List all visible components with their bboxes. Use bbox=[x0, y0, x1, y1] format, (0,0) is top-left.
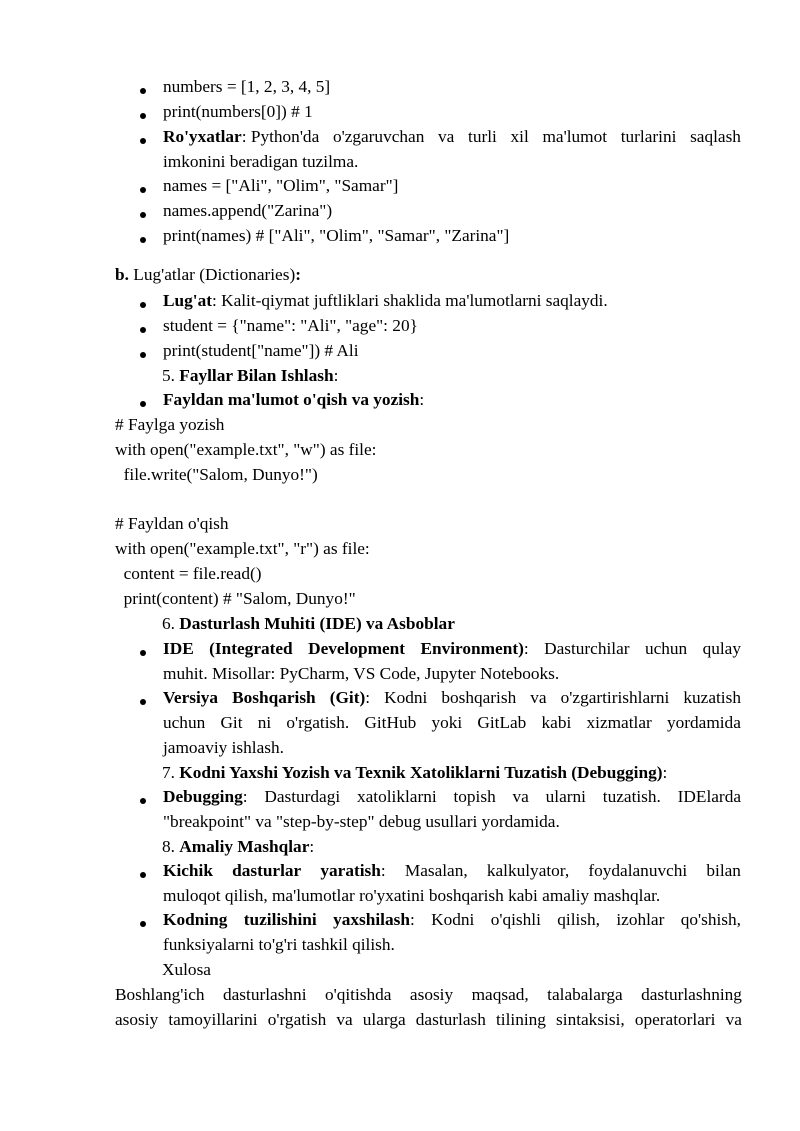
word: va bbox=[336, 1010, 353, 1029]
word: va bbox=[512, 787, 529, 806]
conclusion-line bbox=[115, 1011, 742, 1028]
section-heading-8 bbox=[162, 838, 314, 855]
word: Versiya bbox=[163, 688, 219, 707]
term-royxatlar: Ro'yxatlar bbox=[163, 127, 242, 146]
word: va bbox=[438, 127, 455, 146]
code-line: print(content) # "Salom, Dunyo!" bbox=[115, 589, 356, 608]
section-title: Lug'atlar (Dictionaries) bbox=[128, 265, 296, 284]
word: operatorlari bbox=[634, 1010, 716, 1029]
word: Kodni bbox=[431, 910, 475, 929]
section-title: Amaliy Mashqlar bbox=[179, 837, 310, 856]
list-item: print(student["name"]) # Ali bbox=[163, 341, 359, 360]
section-title: Fayllar Bilan Ishlash bbox=[179, 366, 334, 385]
word: saqlash bbox=[690, 127, 741, 146]
list-item-continuation: jamoaviy ishlash. bbox=[163, 738, 284, 757]
bullet bbox=[140, 138, 146, 144]
word: ularga bbox=[362, 1010, 406, 1029]
list-item-kodning-tuzilishi bbox=[163, 911, 741, 928]
word: asosiy bbox=[115, 1010, 159, 1029]
word: kuzatish bbox=[683, 688, 741, 707]
list-item-continuation: imkonini beradigan tuzilma. bbox=[163, 152, 359, 171]
word: o'rgatish bbox=[267, 1010, 327, 1029]
word: o'qitishda bbox=[324, 985, 392, 1004]
word: asosiy bbox=[409, 985, 454, 1004]
list-item-continuation: funksiyalarni to'g'ri tashkil qilish. bbox=[163, 935, 395, 954]
word: qo'shish, bbox=[680, 910, 741, 929]
code-line: file.write("Salom, Dunyo!") bbox=[115, 465, 318, 484]
list-item-royxatlar bbox=[163, 128, 741, 145]
section-number: 7. bbox=[162, 763, 180, 782]
word: Kichik bbox=[163, 861, 213, 880]
word: Kodni bbox=[384, 688, 428, 707]
word: dasturlashning bbox=[641, 985, 742, 1004]
bullet bbox=[140, 401, 146, 407]
word: Dasturdagi bbox=[264, 787, 341, 806]
conclusion-heading: Xulosa bbox=[162, 960, 211, 979]
word: GitLab bbox=[477, 713, 527, 732]
word: IDElarda bbox=[677, 787, 741, 806]
bullet bbox=[140, 237, 146, 243]
word: IDE bbox=[163, 639, 194, 658]
word: xil bbox=[510, 127, 529, 146]
word: tuzatish. bbox=[602, 787, 661, 806]
bullet bbox=[140, 302, 146, 308]
word: GitHub bbox=[364, 713, 417, 732]
code-line: with open("example.txt", "r") as file: bbox=[115, 539, 370, 558]
bullet bbox=[140, 187, 146, 193]
list-item: numbers = [1, 2, 3, 4, 5] bbox=[163, 77, 331, 96]
word: xatoliklarni bbox=[356, 787, 437, 806]
word: o'zgaruvchan bbox=[332, 127, 425, 146]
list-item-continuation: muloqot qilish, ma'lumotlar ro'yxatini boshqarish kabi amaliy mashqlar. bbox=[163, 886, 661, 905]
bullet bbox=[140, 798, 146, 804]
word: Kodning bbox=[163, 910, 228, 929]
code-line: content = file.read() bbox=[115, 564, 262, 583]
word: : bbox=[365, 688, 371, 707]
bullet bbox=[140, 921, 146, 927]
word: uchun bbox=[163, 713, 206, 732]
section-heading-6 bbox=[162, 615, 455, 632]
word: ma'lumot bbox=[542, 127, 608, 146]
list-item-fayldan bbox=[163, 391, 424, 408]
word: sintaksisi, bbox=[556, 1010, 625, 1029]
bullet bbox=[140, 212, 146, 218]
word: qulay bbox=[702, 639, 741, 658]
section-colon: : bbox=[662, 763, 668, 782]
section-title: Kodni Yaxshi Yozish va Texnik Xatoliklarni Tuzatish (Debugging) bbox=[179, 763, 663, 782]
word: xizmatlar bbox=[586, 713, 652, 732]
word: : Python'da bbox=[241, 127, 320, 146]
word: tuzilishini bbox=[243, 910, 317, 929]
bullet bbox=[140, 872, 146, 878]
word: Dasturchilar bbox=[544, 639, 630, 658]
section-colon: : bbox=[295, 265, 301, 284]
word: yaratish bbox=[320, 861, 381, 880]
list-item-continuation bbox=[163, 714, 741, 731]
bullet bbox=[140, 113, 146, 119]
word: Boshqarish bbox=[232, 688, 316, 707]
section-colon: : bbox=[333, 366, 339, 385]
bullet bbox=[140, 88, 146, 94]
code-line: # Fayldan o'qish bbox=[115, 514, 229, 533]
section-heading-b bbox=[115, 266, 301, 283]
word: turli bbox=[468, 127, 497, 146]
word: talabalarga bbox=[547, 985, 623, 1004]
word: : bbox=[242, 787, 248, 806]
word: tilining bbox=[495, 1010, 546, 1029]
word: tamoyillarini bbox=[168, 1010, 258, 1029]
word: yaxshilash bbox=[333, 910, 410, 929]
word: turlarini bbox=[620, 127, 677, 146]
word: topish bbox=[453, 787, 496, 806]
term-lugat: Lug'at bbox=[163, 291, 212, 310]
word: : bbox=[523, 639, 529, 658]
word: : bbox=[409, 910, 415, 929]
term: Fayldan ma'lumot o'qish va yozish bbox=[163, 390, 420, 409]
list-item: print(names) # ["Ali", "Olim", "Samar", "Zarina"] bbox=[163, 226, 510, 245]
word: : bbox=[380, 861, 386, 880]
list-item-kichik-dasturlar bbox=[163, 862, 741, 879]
section-number: 8. bbox=[162, 837, 180, 856]
word: dasturlash bbox=[415, 1010, 486, 1029]
section-number: 5. bbox=[162, 366, 180, 385]
code-line: with open("example.txt", "w") as file: bbox=[115, 440, 377, 459]
section-heading-7 bbox=[162, 764, 667, 781]
word: ni bbox=[257, 713, 272, 732]
word: boshqarish bbox=[441, 688, 517, 707]
list-item-debugging bbox=[163, 788, 741, 805]
word: yordamida bbox=[666, 713, 741, 732]
word: izohlar bbox=[616, 910, 665, 929]
word: Environment) bbox=[420, 639, 524, 658]
word: Development bbox=[308, 639, 406, 658]
word: dasturlashni bbox=[222, 985, 307, 1004]
conclusion-line bbox=[115, 986, 742, 1003]
word: Git bbox=[220, 713, 243, 732]
list-item-git bbox=[163, 689, 741, 706]
definition: : Kalit-qiymat juftliklari shaklida ma'lumotlarni saqlaydi. bbox=[211, 291, 608, 310]
word: yoki bbox=[431, 713, 463, 732]
word: o'zgartirishlarni bbox=[560, 688, 670, 707]
section-heading-5 bbox=[162, 367, 338, 384]
list-item: names.append("Zarina") bbox=[163, 201, 333, 220]
code-line: # Faylga yozish bbox=[115, 415, 225, 434]
list-item-lugat bbox=[163, 292, 608, 309]
word: kabi bbox=[541, 713, 572, 732]
section-number: 6. bbox=[162, 614, 180, 633]
word: dasturlar bbox=[232, 861, 302, 880]
list-item-continuation: "breakpoint" va "step-by-step" debug usullari yordamida. bbox=[163, 812, 560, 831]
word: foydalanuvchi bbox=[588, 861, 688, 880]
list-item-ide bbox=[163, 640, 741, 657]
bullet bbox=[140, 352, 146, 358]
word: Masalan, bbox=[404, 861, 468, 880]
word: Boshlang'ich bbox=[115, 985, 205, 1004]
list-item: names = ["Ali", "Olim", "Samar"] bbox=[163, 176, 399, 195]
word: qilish, bbox=[557, 910, 600, 929]
bullet bbox=[140, 650, 146, 656]
section-label: b. bbox=[115, 265, 129, 284]
colon: : bbox=[419, 390, 425, 409]
word: (Integrated bbox=[209, 639, 293, 658]
list-item: student = {"name": "Ali", "age": 20} bbox=[163, 316, 418, 335]
word: bilan bbox=[706, 861, 741, 880]
word: ularni bbox=[545, 787, 586, 806]
word: (Git) bbox=[329, 688, 366, 707]
word: va bbox=[530, 688, 547, 707]
section-colon: : bbox=[309, 837, 315, 856]
word: uchun bbox=[644, 639, 688, 658]
word: Debugging bbox=[163, 787, 243, 806]
list-item: print(numbers[0]) # 1 bbox=[163, 102, 313, 121]
section-title: Dasturlash Muhiti (IDE) va Asboblar bbox=[179, 614, 455, 633]
bullet bbox=[140, 699, 146, 705]
bullet bbox=[140, 327, 146, 333]
word: o'qishli bbox=[490, 910, 541, 929]
word: va bbox=[725, 1010, 742, 1029]
list-item-continuation: muhit. Misollar: PyCharm, VS Code, Jupyter Notebooks. bbox=[163, 664, 560, 683]
word: o'rgatish. bbox=[286, 713, 350, 732]
word: maqsad, bbox=[471, 985, 529, 1004]
word: kalkulyator, bbox=[486, 861, 570, 880]
